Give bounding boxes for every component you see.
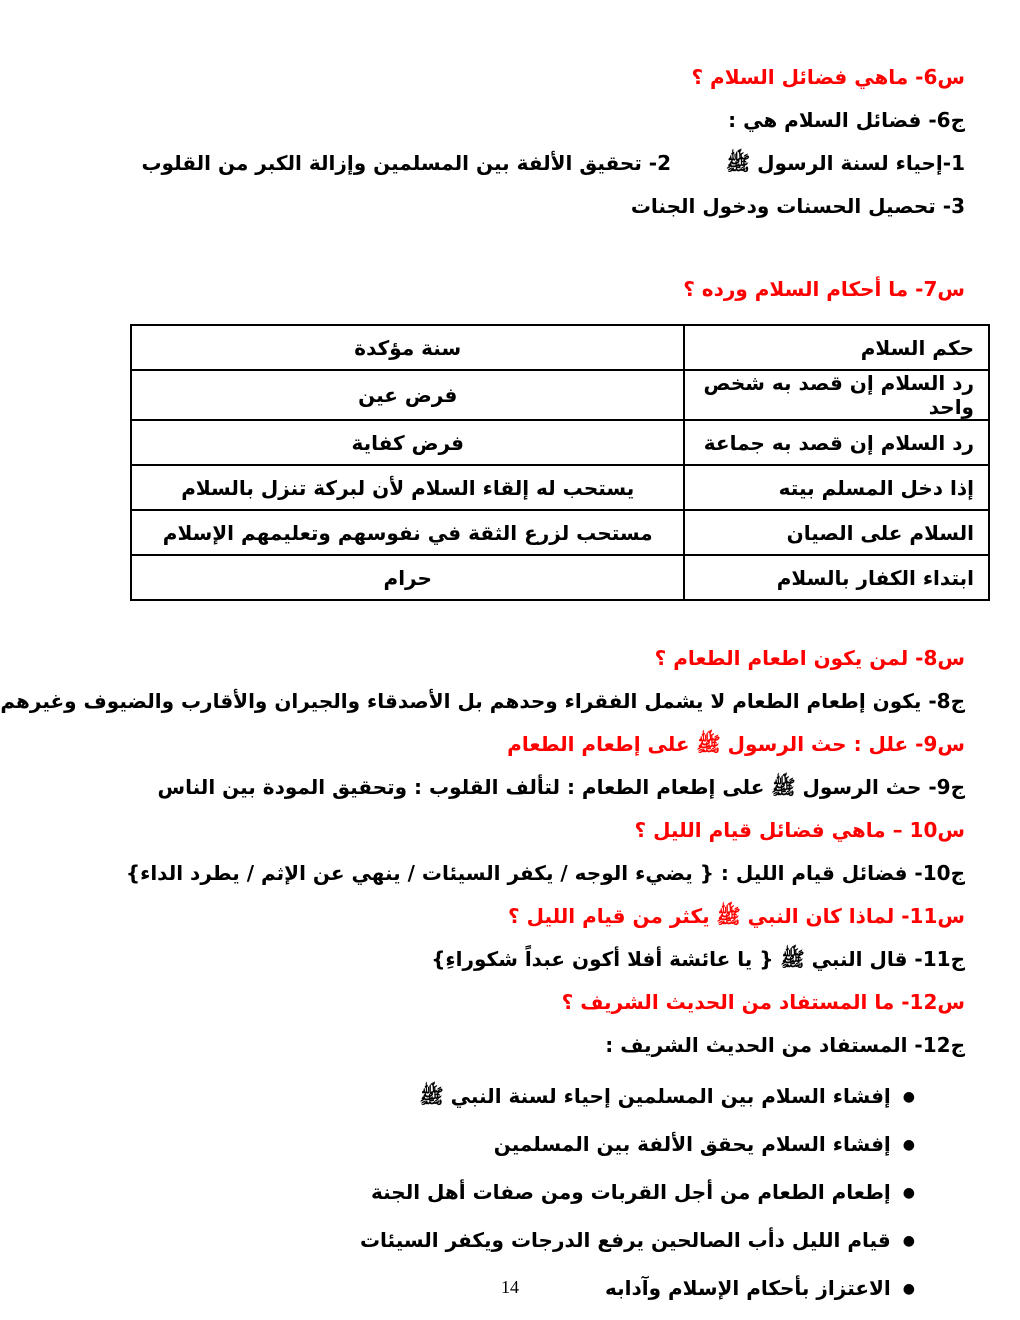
table-cell-ruling: مستحب لزرع الثقة في نفوسهم وتعليمهم الإسلام (131, 510, 684, 555)
table-cell-case: رد السلام إن قصد به جماعة (684, 420, 989, 465)
question-11-heading: س11- لماذا كان النبي ﷺ يكثر من قيام الليل ؟ (508, 904, 965, 928)
table-cell-ruling: يستحب له إلقاء السلام لأن لبركة تنزل بالسلام (131, 465, 684, 510)
list-item-text: إفشاء السلام يحقق الألفة بين المسلمين (493, 1132, 891, 1156)
table-cell-ruling: حرام (131, 555, 684, 600)
question-9-heading: س9- علل : حث الرسول ﷺ على إطعام الطعام (507, 732, 965, 756)
table-cell-case: رد السلام إن قصد به شخص واحد (684, 370, 989, 420)
bullet-icon: ● (902, 1089, 915, 1105)
bullet-icon: ● (902, 1233, 915, 1249)
bullet-icon: ● (902, 1137, 915, 1153)
bullet-icon: ● (902, 1185, 915, 1201)
question-12-heading: س12- ما المستفاد من الحديث الشريف ؟ (561, 990, 965, 1014)
table-cell-ruling: فرض كفاية (131, 420, 684, 465)
question-10-heading: س10 – ماهي فضائل قيام الليل ؟ (634, 818, 965, 842)
table-cell-case: حكم السلام (684, 325, 989, 370)
table-row (131, 420, 989, 465)
answer-8: ج8- يكون إطعام الطعام لا يشمل الفقراء وحدهم بل الأصدقاء والجيران والأقارب والضيوف وغيرهم (0, 689, 965, 713)
list-item-text: الاعتزاز بأحكام الإسلام وآدابه (604, 1276, 891, 1300)
list-item (130, 1121, 915, 1169)
answer-6-point-1: 1-إحياء لسنة الرسول ﷺ (726, 151, 965, 175)
table-cell-case: السلام على الصيان (684, 510, 989, 555)
table-row (131, 510, 989, 555)
table-row (131, 325, 989, 370)
table-cell-case: ابتداء الكفار بالسلام (684, 555, 989, 600)
answer-9: ج9- حث الرسول ﷺ على إطعام الطعام : لتألف القلوب : وتحقيق المودة بين الناس (157, 775, 965, 799)
question-6-heading: س6- ماهي فضائل السلام ؟ (691, 65, 965, 89)
answer-6-points-row (130, 142, 990, 185)
question-7-heading: س7- ما أحكام السلام ورده ؟ (683, 277, 965, 301)
bullet-icon: ● (902, 1281, 915, 1297)
list-item-text: إفشاء السلام بين المسلمين إحياء لسنة النبي ﷺ (419, 1084, 891, 1108)
answer-10: ج10- فضائل قيام الليل : { يضيء الوجه / يكفر السيئات / ينهي عن الإثم / يطرد الداء} (125, 861, 965, 885)
page-number: 14 (501, 1277, 519, 1297)
answer-6-point-2: 2- تحقيق الألفة بين المسلمين وإزالة الكبر من القلوب (141, 151, 672, 175)
page-content (0, 56, 990, 1313)
list-item-text: قيام الليل دأب الصالحين يرفع الدرجات ويكفر السيئات (359, 1228, 891, 1252)
table-row (131, 370, 989, 420)
list-item (130, 1169, 915, 1217)
answer-11: ج11- قال النبي ﷺ { يا عائشة أفلا أكون عبداً شكوراءِ} (431, 947, 965, 971)
table-cell-ruling: سنة مؤكدة (131, 325, 684, 370)
list-item-text: إطعام الطعام من أجل القربات ومن صفات أهل الجنة (371, 1180, 891, 1204)
table-row (131, 555, 989, 600)
answer-6-point-3: 3- تحصيل الحسنات ودخول الجنات (630, 194, 965, 218)
answer-6-intro: ج6- فضائل السلام هي : (728, 108, 965, 132)
answer-12-intro: ج12- المستفاد من الحديث الشريف : (605, 1033, 965, 1057)
table-row (131, 465, 989, 510)
list-item (130, 1073, 915, 1121)
question-8-heading: س8- لمن يكون اطعام الطعام ؟ (654, 646, 965, 670)
table-cell-case: إذا دخل المسلم بيته (684, 465, 989, 510)
list-item (130, 1217, 915, 1265)
salam-rulings-table (130, 324, 990, 601)
table-cell-ruling: فرض عين (131, 370, 684, 420)
